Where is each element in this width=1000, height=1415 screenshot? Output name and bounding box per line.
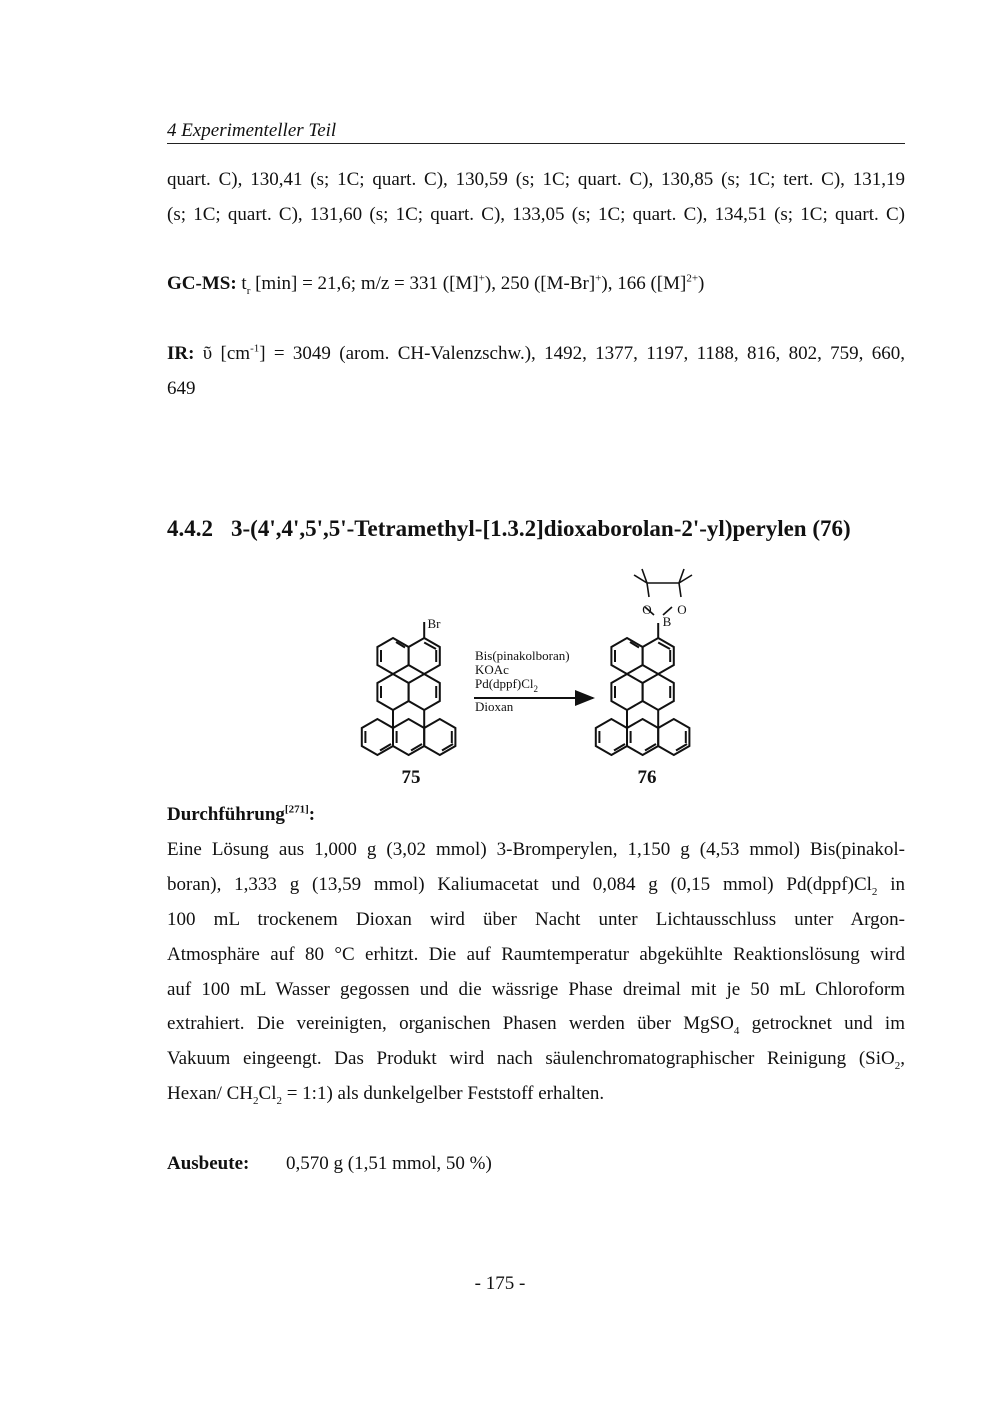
procedure-heading-text: Durchführung — [167, 804, 285, 825]
reagent-1: Bis(pinakolboran) — [475, 648, 570, 663]
procedure-line-5: auf 100 mL Wasser gegossen und die wässrige Phase dreimal mit je 50 mL Chloroform — [167, 979, 905, 1000]
yield-label-text: Ausbeute: — [167, 1153, 250, 1174]
procedure-heading — [167, 803, 315, 827]
gcms-sup3: 2+ — [686, 272, 699, 285]
procedure-line-8-sub2: 2 — [276, 1094, 282, 1107]
page-number: - 175 - — [474, 1273, 526, 1294]
solvent: Dioxan — [475, 699, 514, 714]
ir-part2: ] = 3049 (arom. CH-Valenzschw.), 1492, 1377, 1197, 1188, 816, 802, 759, 660, — [259, 343, 905, 364]
product-boron: B — [662, 614, 672, 629]
procedure-line-6 — [167, 1012, 905, 1036]
procedure-colon: : — [308, 804, 316, 825]
gcms-sup1: + — [478, 272, 485, 285]
procedure-line-8-sub1: 2 — [253, 1094, 259, 1107]
reactant-perylene-structure — [362, 622, 456, 755]
procedure-line-4: Atmosphäre auf 80 °C erhitzt. Die auf Raumtemperatur abgekühlte Reaktionslösung wird — [167, 944, 905, 965]
procedure-line-7 — [167, 1047, 905, 1071]
procedure-ref: [271] — [284, 803, 309, 816]
gcms-part2: ), 250 ([M-Br] — [484, 273, 596, 294]
reaction-scheme — [360, 560, 740, 800]
gcms-part3: ), 166 ([M] — [601, 273, 687, 294]
product-perylene-structure — [596, 623, 690, 755]
nmr-line-1: quart. C), 130,41 (s; 1C; quart. C), 130,59 (s; 1C; quart. C), 130,85 (s; 1C; tert. C), 131,19 — [167, 169, 905, 190]
gcms-sup2: + — [595, 272, 602, 285]
product-oxygen-1: O — [642, 602, 652, 617]
ir-line-1 — [167, 342, 905, 366]
yield-label — [167, 1152, 249, 1176]
gcms-part1: [min] = 21,6; m/z = 331 ([M] — [250, 273, 479, 294]
procedure-line-7-sub: 2 — [894, 1059, 901, 1072]
procedure-line-3: 100 mL trockenem Dioxan wird über Nacht unter Lichtausschluss unter Argon- — [167, 909, 905, 930]
procedure-line-7-b: , — [900, 1048, 905, 1069]
ir-label: IR: — [167, 343, 195, 364]
procedure-line-8-c: = 1:1) als dunkelgelber Feststoff erhalten. — [281, 1083, 605, 1104]
gcms-part4: ) — [698, 273, 705, 294]
gcms-t: t — [241, 273, 247, 294]
nmr-line-2: (s; 1C; quart. C), 131,60 (s; 1C; quart. C), 133,05 (s; 1C; quart. C), 134,51 (s; 1C; quart. C) — [167, 204, 905, 225]
running-header — [167, 118, 905, 144]
gcms-line — [167, 272, 704, 296]
compound-label-76: 76 — [637, 767, 657, 788]
procedure-line-1: Eine Lösung aus 1,000 g (3,02 mmol) 3-Bromperylen, 1,150 g (4,53 mmol) Bis(pinakol- — [167, 839, 905, 860]
section-number: 4.4.2 — [167, 516, 213, 541]
procedure-line-6-b: getrocknet und im — [739, 1013, 905, 1034]
running-title: 4 Experimenteller Teil — [167, 120, 337, 141]
procedure-line-6-a: extrahiert. Die vereinigten, organischen Phasen werden über MgSO — [167, 1013, 734, 1034]
procedure-line-2-sub: 2 — [871, 885, 878, 898]
product-oxygen-2: O — [677, 602, 687, 617]
procedure-line-2-b: in — [877, 874, 906, 895]
compound-label-75: 75 — [401, 767, 421, 788]
ir-part1: ῦ [cm — [194, 343, 251, 364]
reactant-substituent-br: Br — [427, 616, 441, 631]
procedure-line-8-a: Hexan/ CH — [167, 1083, 254, 1104]
procedure-line-7-a: Vakuum eingeengt. Das Produkt wird nach säulenchromatographischer Reinigung (SiO — [167, 1048, 895, 1069]
procedure-line-8-b: Cl — [258, 1083, 277, 1104]
reaction-scheme-svg — [360, 560, 740, 795]
procedure-line-2-a: boran), 1,333 g (13,59 mmol) Kaliumacetat und 0,084 g (0,15 mmol) Pd(dppf)Cl — [167, 874, 872, 895]
procedure-line-2 — [167, 873, 905, 897]
procedure-line-6-sub: 4 — [733, 1024, 740, 1037]
reagent-2: KOAc — [475, 662, 509, 677]
ir-line-2: 649 — [167, 378, 196, 399]
reagent-3 — [475, 676, 538, 694]
section-title: 3-(4',4',5',5'-Tetramethyl-[1.3.2]dioxaborolan-2'-yl)perylen (76) — [231, 516, 851, 541]
gcms-label: GC-MS: — [167, 273, 237, 294]
section-heading — [167, 514, 851, 544]
procedure-line-8 — [167, 1082, 604, 1106]
gcms-t-sub: r — [246, 284, 251, 297]
ir-sup: -1 — [250, 342, 260, 355]
reagent-3-sub: 2 — [533, 684, 538, 694]
yield-value: 0,570 g (1,51 mmol, 50 %) — [286, 1153, 492, 1174]
reagent-3-main: Pd(dppf)Cl — [475, 676, 534, 691]
